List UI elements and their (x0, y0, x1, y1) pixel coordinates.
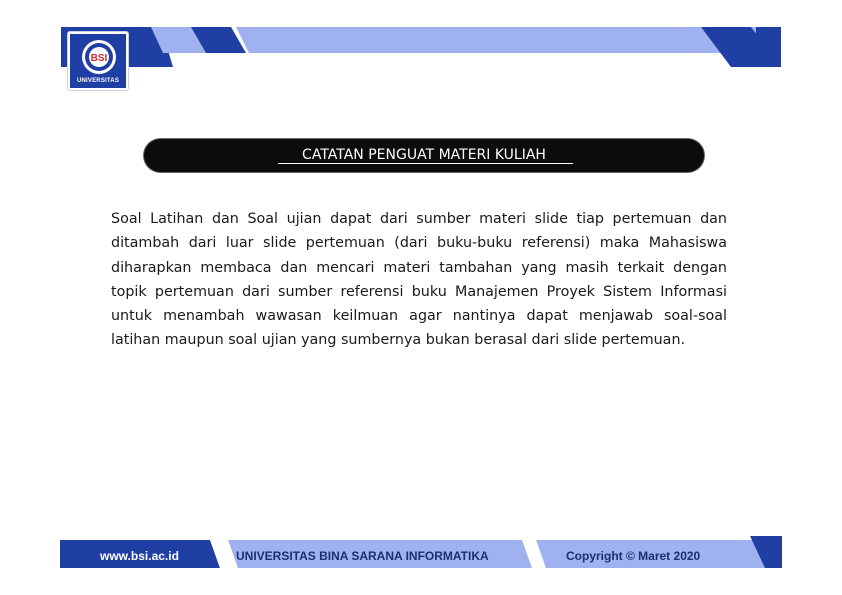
footer-url: www.bsi.ac.id (100, 549, 179, 563)
body-paragraph: Soal Latihan dan Soal ujian dapat dari sumber materi slide tiap pertemuan dan ditambah dari luar slide pertemuan (dari buku-buku referensi) maka Mahasiswa diharapkan membaca dan mencari materi tambahan yang masih terkait dengan topik pertemuan dari sumber referensi buku Manajemen Proyek Sistem Informasi untuk menambah wawasan keilmuan agar nantinya dapat menjawab soal-soal latihan maupun soal ujian yang sumbernya bukan berasal dari slide pertemuan. (111, 211, 727, 349)
slide-title: CATATAN PENGUAT MATERI KULIAH (302, 147, 546, 163)
footer-copyright: Copyright © Maret 2020 (566, 549, 701, 563)
title-banner (144, 139, 704, 172)
bsi-emblem-icon (80, 38, 118, 76)
svg-text:BSI: BSI (90, 53, 108, 64)
footer-university: UNIVERSITAS BINA SARANA INFORMATIKA (236, 549, 489, 563)
university-logo (68, 32, 128, 90)
title-underline (278, 163, 573, 164)
header-band (61, 27, 781, 67)
logo-text: UNIVERSITAS (76, 78, 120, 84)
